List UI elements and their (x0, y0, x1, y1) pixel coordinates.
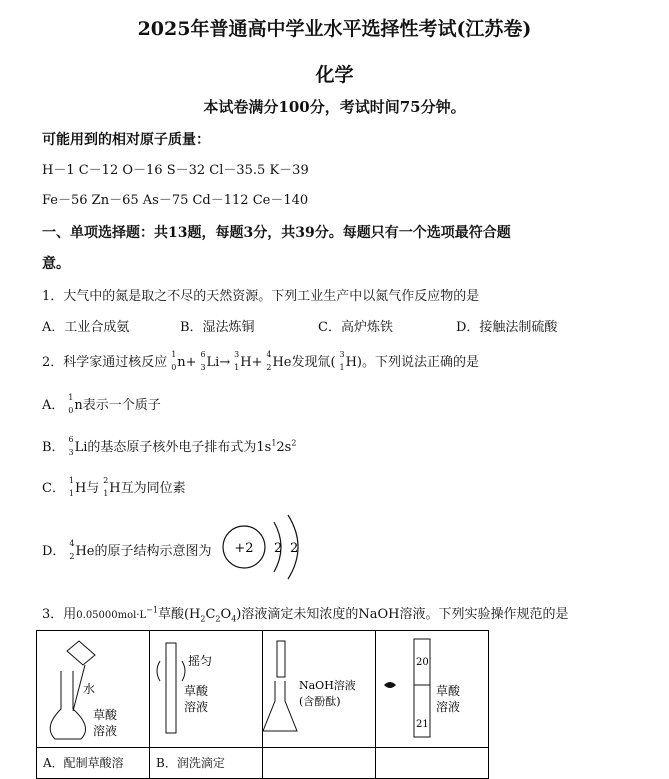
he-atom-diagram-icon (218, 512, 308, 582)
q1-stem: 1．大气中的氮是取之不尽的天然资源。下列工业生产中以氮气作反应物的是 (42, 289, 480, 304)
q2-stem-b: 发现氚( (291, 355, 336, 370)
section-heading-cont: 意。 (42, 256, 70, 272)
q1-option-b: B．湿法炼铜 (180, 320, 255, 335)
shell2-label: 2 (290, 541, 299, 556)
q1-option-d: D．接触法制硫酸 (456, 320, 558, 335)
q3-stem-c: )溶液滴定未知浓度的NaOH溶液。下列实验操作规范的是 (236, 607, 569, 622)
q3-stem: 3．用$0.05000mol\cdot L^{-1}$草酸$(H_2C_2O_4)$溶液滴定未知浓度的NaOH溶液。下列实验操作规范的是 (42, 605, 569, 624)
q3-stem-b: 草酸(H (157, 607, 201, 622)
burette-icon (150, 631, 262, 747)
q2-stem-a: 2．科学家通过核反应 (42, 355, 168, 370)
atomic-mass-heading: 可能用到的相对原子质量： (42, 132, 210, 148)
q2-d-text: He的原子结构示意图为 (75, 544, 212, 559)
fig-d (376, 631, 488, 747)
fig-c-ind: (含酚酞) (299, 695, 341, 708)
fig-a-water: 水 (83, 682, 96, 696)
q2-b-text: Li的基态原子核外电子排布式为 (74, 440, 257, 455)
q1-option-c: C．高炉炼铁 (318, 320, 393, 335)
fig-d-tick-bottom: 21 (416, 719, 429, 730)
caption-d (376, 748, 488, 778)
shell1-label: 2 (274, 541, 283, 556)
fig-b-shake: 摇匀 (188, 654, 213, 668)
fig-c (263, 631, 375, 747)
exam-note: 本试卷满分100分，考试时间75分钟。 (203, 98, 466, 116)
exam-subject: 化学 (315, 64, 354, 86)
q2-stem-c: )。下列说法正确的是 (356, 355, 479, 370)
fig-a-sol1: 草酸 (93, 708, 118, 722)
q2-option-d: D． 4 2 He的原子结构示意图为 (42, 539, 212, 561)
q2-a-text: n表示一个质子 (74, 398, 161, 413)
fig-b-sol2: 溶液 (184, 700, 209, 714)
q2-option-a: A． 1 0 n表示一个质子 (42, 393, 161, 415)
q3-stem-a: 3．用 (42, 607, 77, 622)
q2-option-c: C． 1 1 H与 2 1 H互为同位素 (42, 476, 186, 498)
fig-d-sol1: 草酸 (436, 684, 461, 698)
q3-conc: 0.05000mol·L (76, 610, 147, 621)
exam-title: 2025年普通高中学业水平选择性考试(江苏卷) (137, 18, 532, 40)
section-heading: 一、单项选择题：共13题，每题3分，共39分。每题只有一个选项最符合题 (42, 225, 511, 241)
q2-c-text: H与 (74, 481, 100, 496)
burette-reading-icon (376, 631, 488, 747)
caption-a: A．配制草酸溶 (43, 756, 124, 770)
fig-d-sol2: 溶液 (436, 700, 461, 714)
q2-option-b: B． 6 3 Li的基态原子核外电子排布式为$1s^12s^2$ (42, 435, 297, 457)
caption-b: B．润洗滴定 (156, 756, 225, 770)
caption-c (263, 748, 375, 778)
q3-figure-table (36, 630, 489, 779)
fig-a (37, 631, 149, 747)
atomic-mass-line1: H－1 C－12 O－16 S－32 Cl－35.5 K－39 (42, 163, 309, 178)
atomic-mass-line2: Fe－56 Zn－65 As－75 Cd－112 Ce－140 (42, 193, 309, 208)
fig-c-naoh: NaOH溶液 (299, 679, 356, 692)
nucleus-label: +2 (234, 541, 254, 556)
erlenmeyer-flask-icon (263, 631, 375, 747)
q2-c-text2: H互为同位素 (109, 481, 186, 496)
q1-option-a: A．工业合成氨 (42, 320, 130, 335)
fig-a-sol2: 溶液 (93, 724, 118, 738)
q2-stem: 2．科学家通过核反应 1 0 n+ 6 3 Li→ 3 1 H+ 4 2 He发现氚( 3 1 H)。下列说法正确的是 (42, 350, 479, 372)
fig-d-tick-top: 20 (416, 657, 429, 668)
volumetric-flask-icon (37, 631, 149, 747)
fig-b (150, 631, 262, 747)
fig-b-sol1: 草酸 (184, 684, 209, 698)
